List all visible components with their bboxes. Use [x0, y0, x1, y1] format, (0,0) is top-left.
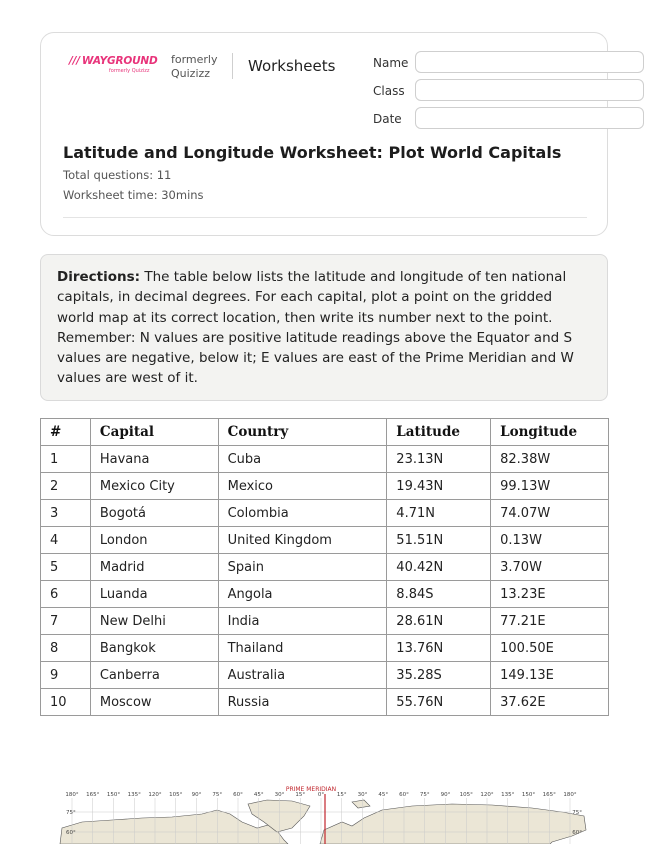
worksheet-time: Worksheet time: 30mins	[63, 188, 204, 202]
header-number: #	[41, 419, 91, 446]
table-row	[41, 554, 609, 581]
cell-number: 1	[41, 446, 91, 473]
longitude-label: 105°	[169, 792, 183, 798]
cell-country: Colombia	[218, 500, 387, 527]
formerly-line-1: formerly	[171, 53, 218, 66]
table-row	[41, 446, 609, 473]
cell-number: 9	[41, 662, 91, 689]
table-row	[41, 527, 609, 554]
longitude-label: 150°	[521, 792, 536, 798]
class-label: Class	[373, 84, 405, 98]
total-questions: Total questions: 11	[63, 168, 172, 182]
worksheet-title: Latitude and Longitude Worksheet: Plot World Capitals	[63, 143, 562, 162]
land-svalbard	[352, 800, 370, 808]
cell-capital: Mexico City	[90, 473, 218, 500]
table-row	[41, 662, 609, 689]
longitude-label: 75°	[419, 792, 430, 798]
worksheet-header	[40, 32, 608, 236]
cell-country: Mexico	[218, 473, 387, 500]
longitude-label: 0°	[317, 792, 325, 798]
table-row	[41, 635, 609, 662]
cell-number: 8	[41, 635, 91, 662]
cell-country: Thailand	[218, 635, 387, 662]
capitals-table	[40, 418, 609, 716]
cell-number: 5	[41, 554, 91, 581]
cell-capital: Canberra	[90, 662, 218, 689]
date-label: Date	[373, 112, 402, 126]
longitude-label: 75°	[212, 792, 223, 798]
land-eurasia	[320, 804, 586, 844]
cell-longitude: 37.62E	[491, 689, 609, 716]
cell-capital: Moscow	[90, 689, 218, 716]
cell-country: Cuba	[218, 446, 387, 473]
longitude-label: 165°	[86, 792, 100, 798]
table-row	[41, 500, 609, 527]
cell-number: 10	[41, 689, 91, 716]
cell-latitude: 19.43N	[387, 473, 491, 500]
cell-number: 7	[41, 608, 91, 635]
name-label: Name	[373, 56, 409, 70]
longitude-label: 15°	[336, 792, 347, 798]
longitude-label: 120°	[148, 792, 162, 798]
table-row	[41, 608, 609, 635]
cell-country: Spain	[218, 554, 387, 581]
cell-latitude: 8.84S	[387, 581, 491, 608]
section-title: Worksheets	[248, 57, 336, 75]
cell-capital: Luanda	[90, 581, 218, 608]
header-latitude: Latitude	[387, 419, 491, 446]
longitude-label: 105°	[459, 792, 473, 798]
cell-longitude: 74.07W	[491, 500, 609, 527]
table-row	[41, 689, 609, 716]
date-field[interactable]	[415, 107, 644, 129]
cell-capital: Madrid	[90, 554, 218, 581]
longitude-label: 165°	[542, 792, 556, 798]
cell-longitude: 149.13E	[491, 662, 609, 689]
header-capital: Capital	[90, 419, 218, 446]
longitude-label: 120°	[480, 792, 494, 798]
cell-latitude: 13.76N	[387, 635, 491, 662]
brand-subtitle: formerly Quizizz	[109, 68, 150, 74]
cell-latitude: 23.13N	[387, 446, 491, 473]
cell-latitude: 35.28S	[387, 662, 491, 689]
cell-number: 3	[41, 500, 91, 527]
cell-number: 4	[41, 527, 91, 554]
cell-capital: Bogotá	[90, 500, 218, 527]
land-greenland	[248, 800, 310, 832]
longitude-label: 60°	[233, 792, 243, 798]
map-land	[60, 800, 586, 844]
brand-name: WAYGROUND	[81, 55, 158, 67]
cell-longitude: 0.13W	[491, 527, 609, 554]
cell-latitude: 28.61N	[387, 608, 491, 635]
latitude-label-left: 60°	[66, 830, 76, 836]
longitude-label: 135°	[127, 792, 141, 798]
cell-longitude: 13.23E	[491, 581, 609, 608]
latitude-label-right: 75°	[572, 810, 582, 816]
cell-country: United Kingdom	[218, 527, 387, 554]
wayground-logo	[69, 55, 159, 74]
longitude-label: 30°	[357, 792, 368, 798]
world-map	[52, 784, 590, 844]
name-field[interactable]	[415, 51, 644, 73]
cell-number: 6	[41, 581, 91, 608]
cell-latitude: 40.42N	[387, 554, 491, 581]
latitude-label-right: 60°	[572, 830, 582, 836]
directions-label: Directions:	[57, 269, 141, 285]
cell-capital: Bangkok	[90, 635, 218, 662]
longitude-label: 150°	[106, 792, 121, 798]
latitude-label-left: 75°	[66, 810, 76, 816]
table-body	[41, 446, 609, 716]
directions-text: The table below lists the latitude and longitude of ten national capitals, in decimal degrees. For each capital, plot a point on the gridded world map at its correct location, then write its number next to the point. Remember: N values are positive latitude readings above the Equator and S values are negative, below it; E values are east of the Prime Meridian and W values are west of it.	[57, 269, 574, 387]
cell-capital: New Delhi	[90, 608, 218, 635]
cell-longitude: 82.38W	[491, 446, 609, 473]
cell-longitude: 77.21E	[491, 608, 609, 635]
cell-country: Angola	[218, 581, 387, 608]
longitude-label: 135°	[501, 792, 515, 798]
cell-capital: London	[90, 527, 218, 554]
cell-number: 2	[41, 473, 91, 500]
longitude-label: 180°	[65, 792, 79, 798]
world-map-grid	[52, 784, 590, 844]
cell-country: Russia	[218, 689, 387, 716]
cell-latitude: 4.71N	[387, 500, 491, 527]
longitude-label: 60°	[399, 792, 409, 798]
cell-capital: Havana	[90, 446, 218, 473]
table-header-row	[41, 419, 609, 446]
cell-latitude: 51.51N	[387, 527, 491, 554]
longitude-label: 45°	[378, 792, 389, 798]
formerly-line-2: Quizizz	[171, 67, 211, 80]
cell-longitude: 100.50E	[491, 635, 609, 662]
longitude-label: 45°	[253, 792, 264, 798]
table-row	[41, 581, 609, 608]
header-divider	[232, 53, 233, 79]
longitude-label: 15°	[295, 792, 306, 798]
wayground-mark-icon: ///	[69, 55, 80, 67]
formerly-note	[171, 53, 218, 81]
longitude-label: 30°	[274, 792, 285, 798]
prime-meridian-label: PRIME MERIDIAN	[285, 786, 337, 793]
cell-latitude: 55.76N	[387, 689, 491, 716]
class-field[interactable]	[415, 79, 644, 101]
directions-box	[40, 254, 608, 401]
longitude-label: 180°	[563, 792, 577, 798]
cell-longitude: 3.70W	[491, 554, 609, 581]
table-row	[41, 473, 609, 500]
cell-country: Australia	[218, 662, 387, 689]
header-longitude: Longitude	[491, 419, 609, 446]
cell-country: India	[218, 608, 387, 635]
header-bottom-divider	[63, 217, 587, 218]
header-country: Country	[218, 419, 387, 446]
cell-longitude: 99.13W	[491, 473, 609, 500]
longitude-label: 90°	[440, 792, 451, 798]
longitude-label: 90°	[191, 792, 202, 798]
